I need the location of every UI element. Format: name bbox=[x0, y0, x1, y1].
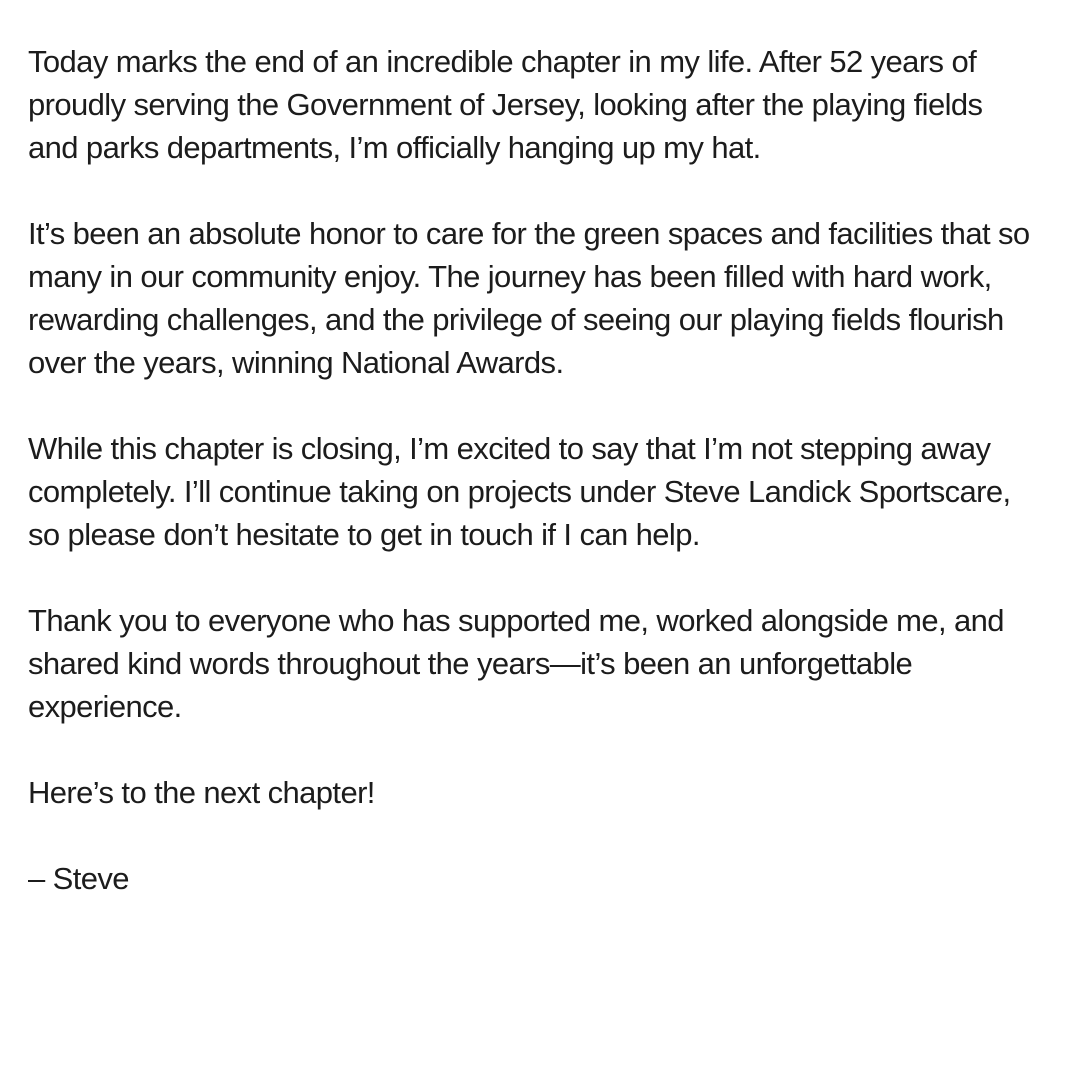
paragraph-next-chapter: Here’s to the next chapter! bbox=[28, 775, 375, 810]
paragraph-thank-you: Thank you to everyone who has supported me, worked alongside me, and shared kind words throughout the years—it’s been an unforgettable experience. bbox=[28, 603, 1004, 724]
paragraph-continuing-projects: While this chapter is closing, I’m excited to say that I’m not stepping away completely. I’ll continue taking on projects under Steve Landick Sportscare, so please don’t hesitate to get in touch if I can help. bbox=[28, 431, 1011, 552]
paragraph-gratitude-green-spaces: It’s been an absolute honor to care for the green spaces and facilities that so many in our community enjoy. The journey has been filled with hard work, rewarding challenges, and the privilege of seeing our playing fields flourish over the years, winning National Awards. bbox=[28, 216, 1030, 380]
signature: – Steve bbox=[28, 861, 129, 896]
post-body bbox=[28, 40, 1038, 900]
paragraph-retirement-announcement: Today marks the end of an incredible chapter in my life. After 52 years of proudly serving the Government of Jersey, looking after the playing fields and parks departments, I’m officially hanging up my hat. bbox=[28, 44, 983, 165]
